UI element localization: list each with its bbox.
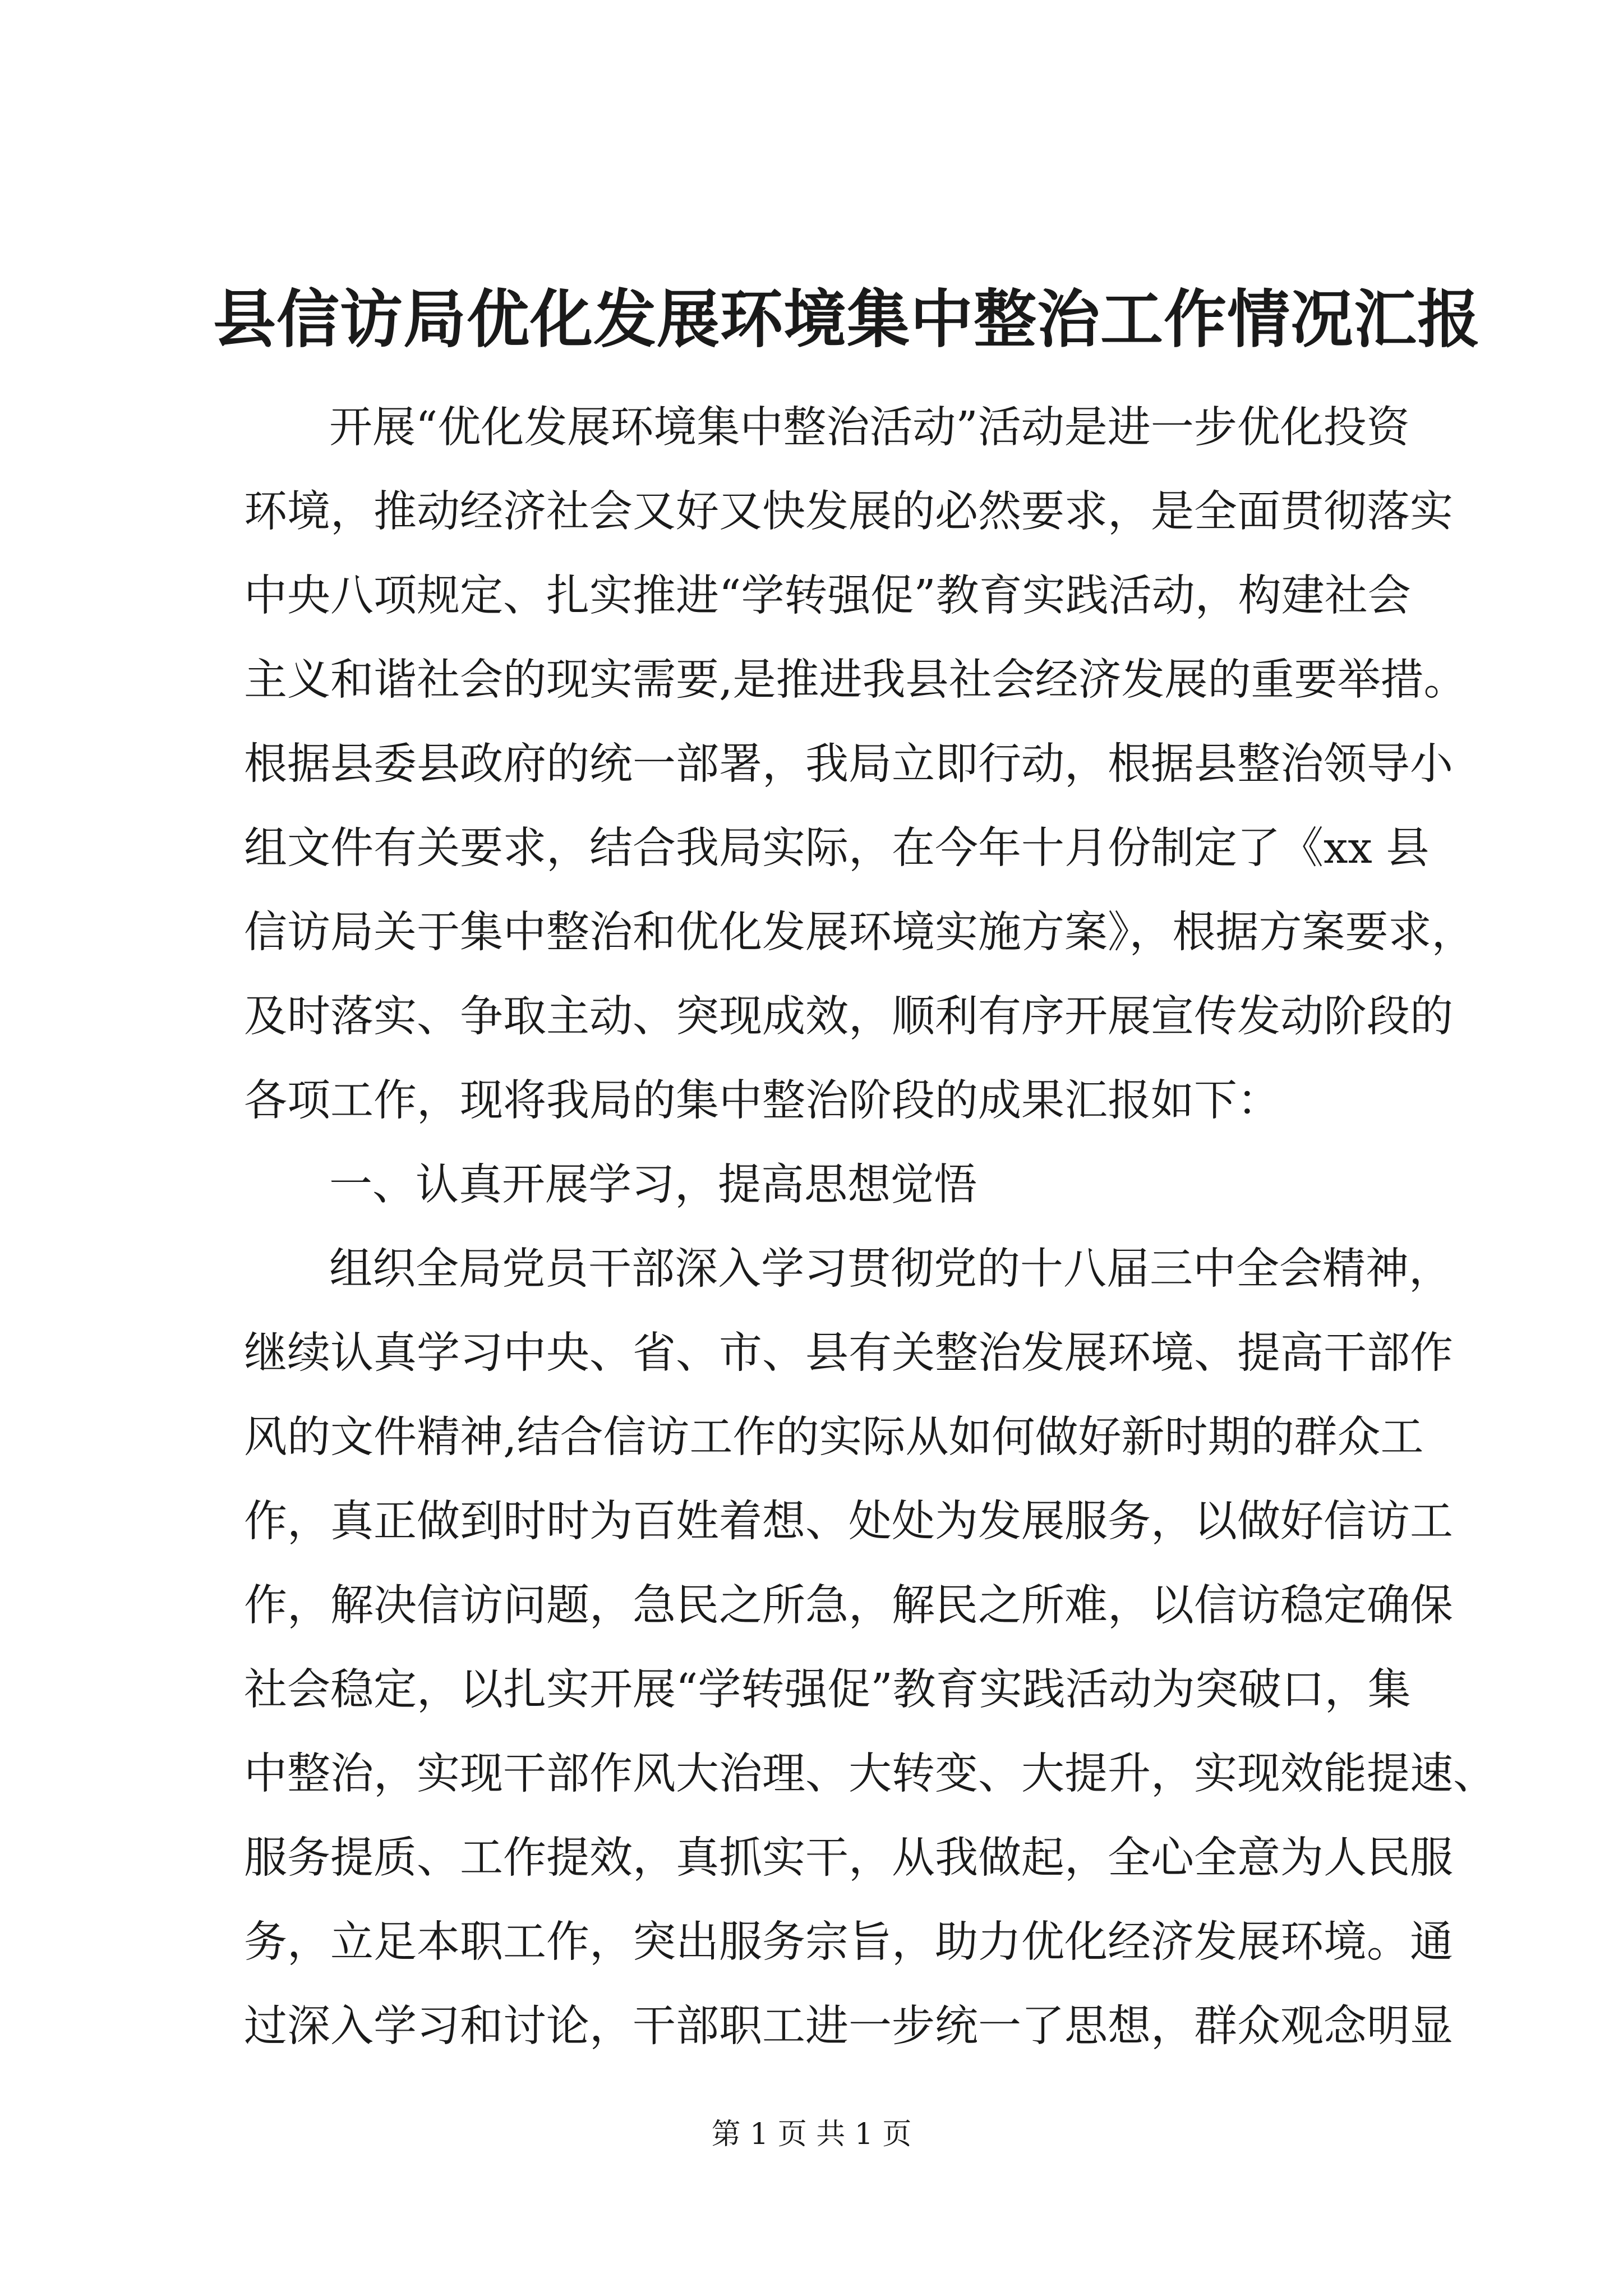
paragraph-line: 作，真正做到时时为百姓着想、处处为发展服务，以做好信访工 bbox=[244, 1497, 1453, 1547]
paragraph-line: 环境，推动经济社会又好又快发展的必然要求，是全面贯彻落实 bbox=[244, 487, 1453, 537]
paragraph-line: 作，解决信访问题，急民之所急，解民之所难，以信访稳定确保 bbox=[244, 1581, 1453, 1631]
document-body bbox=[244, 386, 1496, 2069]
paragraph-line: 各项工作，现将我局的集中整治阶段的成果汇报如下： bbox=[244, 1076, 1280, 1126]
page-footer: 第 1 页 共 1 页 bbox=[711, 2118, 912, 2151]
paragraph-line: 主义和谐社会的现实需要,是推进我县社会经济发展的重要举措。 bbox=[244, 655, 1467, 705]
section-heading: 一、认真开展学习，提高思想觉悟 bbox=[329, 1160, 977, 1210]
paragraph-line: 务，立足本职工作，突出服务宗旨，助力优化经济发展环境。通 bbox=[244, 1917, 1453, 1967]
paragraph-line: 信访局关于集中整治和优化发展环境实施方案》，根据方案要求， bbox=[244, 908, 1475, 958]
paragraph-line: 过深入学习和讨论，干部职工进一步统一了思想，群众观念明显 bbox=[244, 2001, 1453, 2051]
paragraph-line: 开展“优化发展环境集中整治活动”活动是进一步优化投资 bbox=[329, 403, 1410, 453]
paragraph-line: 服务提质、工作提效，真抓实干，从我做起，全心全意为人民服 bbox=[244, 1833, 1453, 1883]
paragraph-line: 组织全局党员干部深入学习贯彻党的十八届三中全会精神， bbox=[329, 1244, 1452, 1294]
paragraph-line: 社会稳定，以扎实开展“学转强促”教育实践活动为突破口，集 bbox=[244, 1665, 1411, 1715]
paragraph-line: 组文件有关要求，结合我局实际，在今年十月份制定了《xx 县 bbox=[244, 823, 1430, 873]
paragraph-line: 中央八项规定、扎实推进“学转强促”教育实践活动，构建社会 bbox=[244, 571, 1411, 621]
paragraph-line: 中整治，实现干部作风大治理、大转变、大提升，实现效能提速、 bbox=[244, 1749, 1496, 1799]
document-title: 县信访局优化发展环境集中整治工作情况汇报 bbox=[213, 283, 1481, 356]
paragraph-line: 及时落实、争取主动、突现成效，顺利有序开展宣传发动阶段的 bbox=[244, 992, 1453, 1042]
paragraph-line: 风的文件精神,结合信访工作的实际从如何做好新时期的群众工 bbox=[244, 1412, 1424, 1462]
paragraph-line: 根据县委县政府的统一部署，我局立即行动，根据县整治领导小 bbox=[244, 739, 1453, 789]
paragraph-line: 继续认真学习中央、省、市、县有关整治发展环境、提高干部作 bbox=[244, 1328, 1453, 1378]
